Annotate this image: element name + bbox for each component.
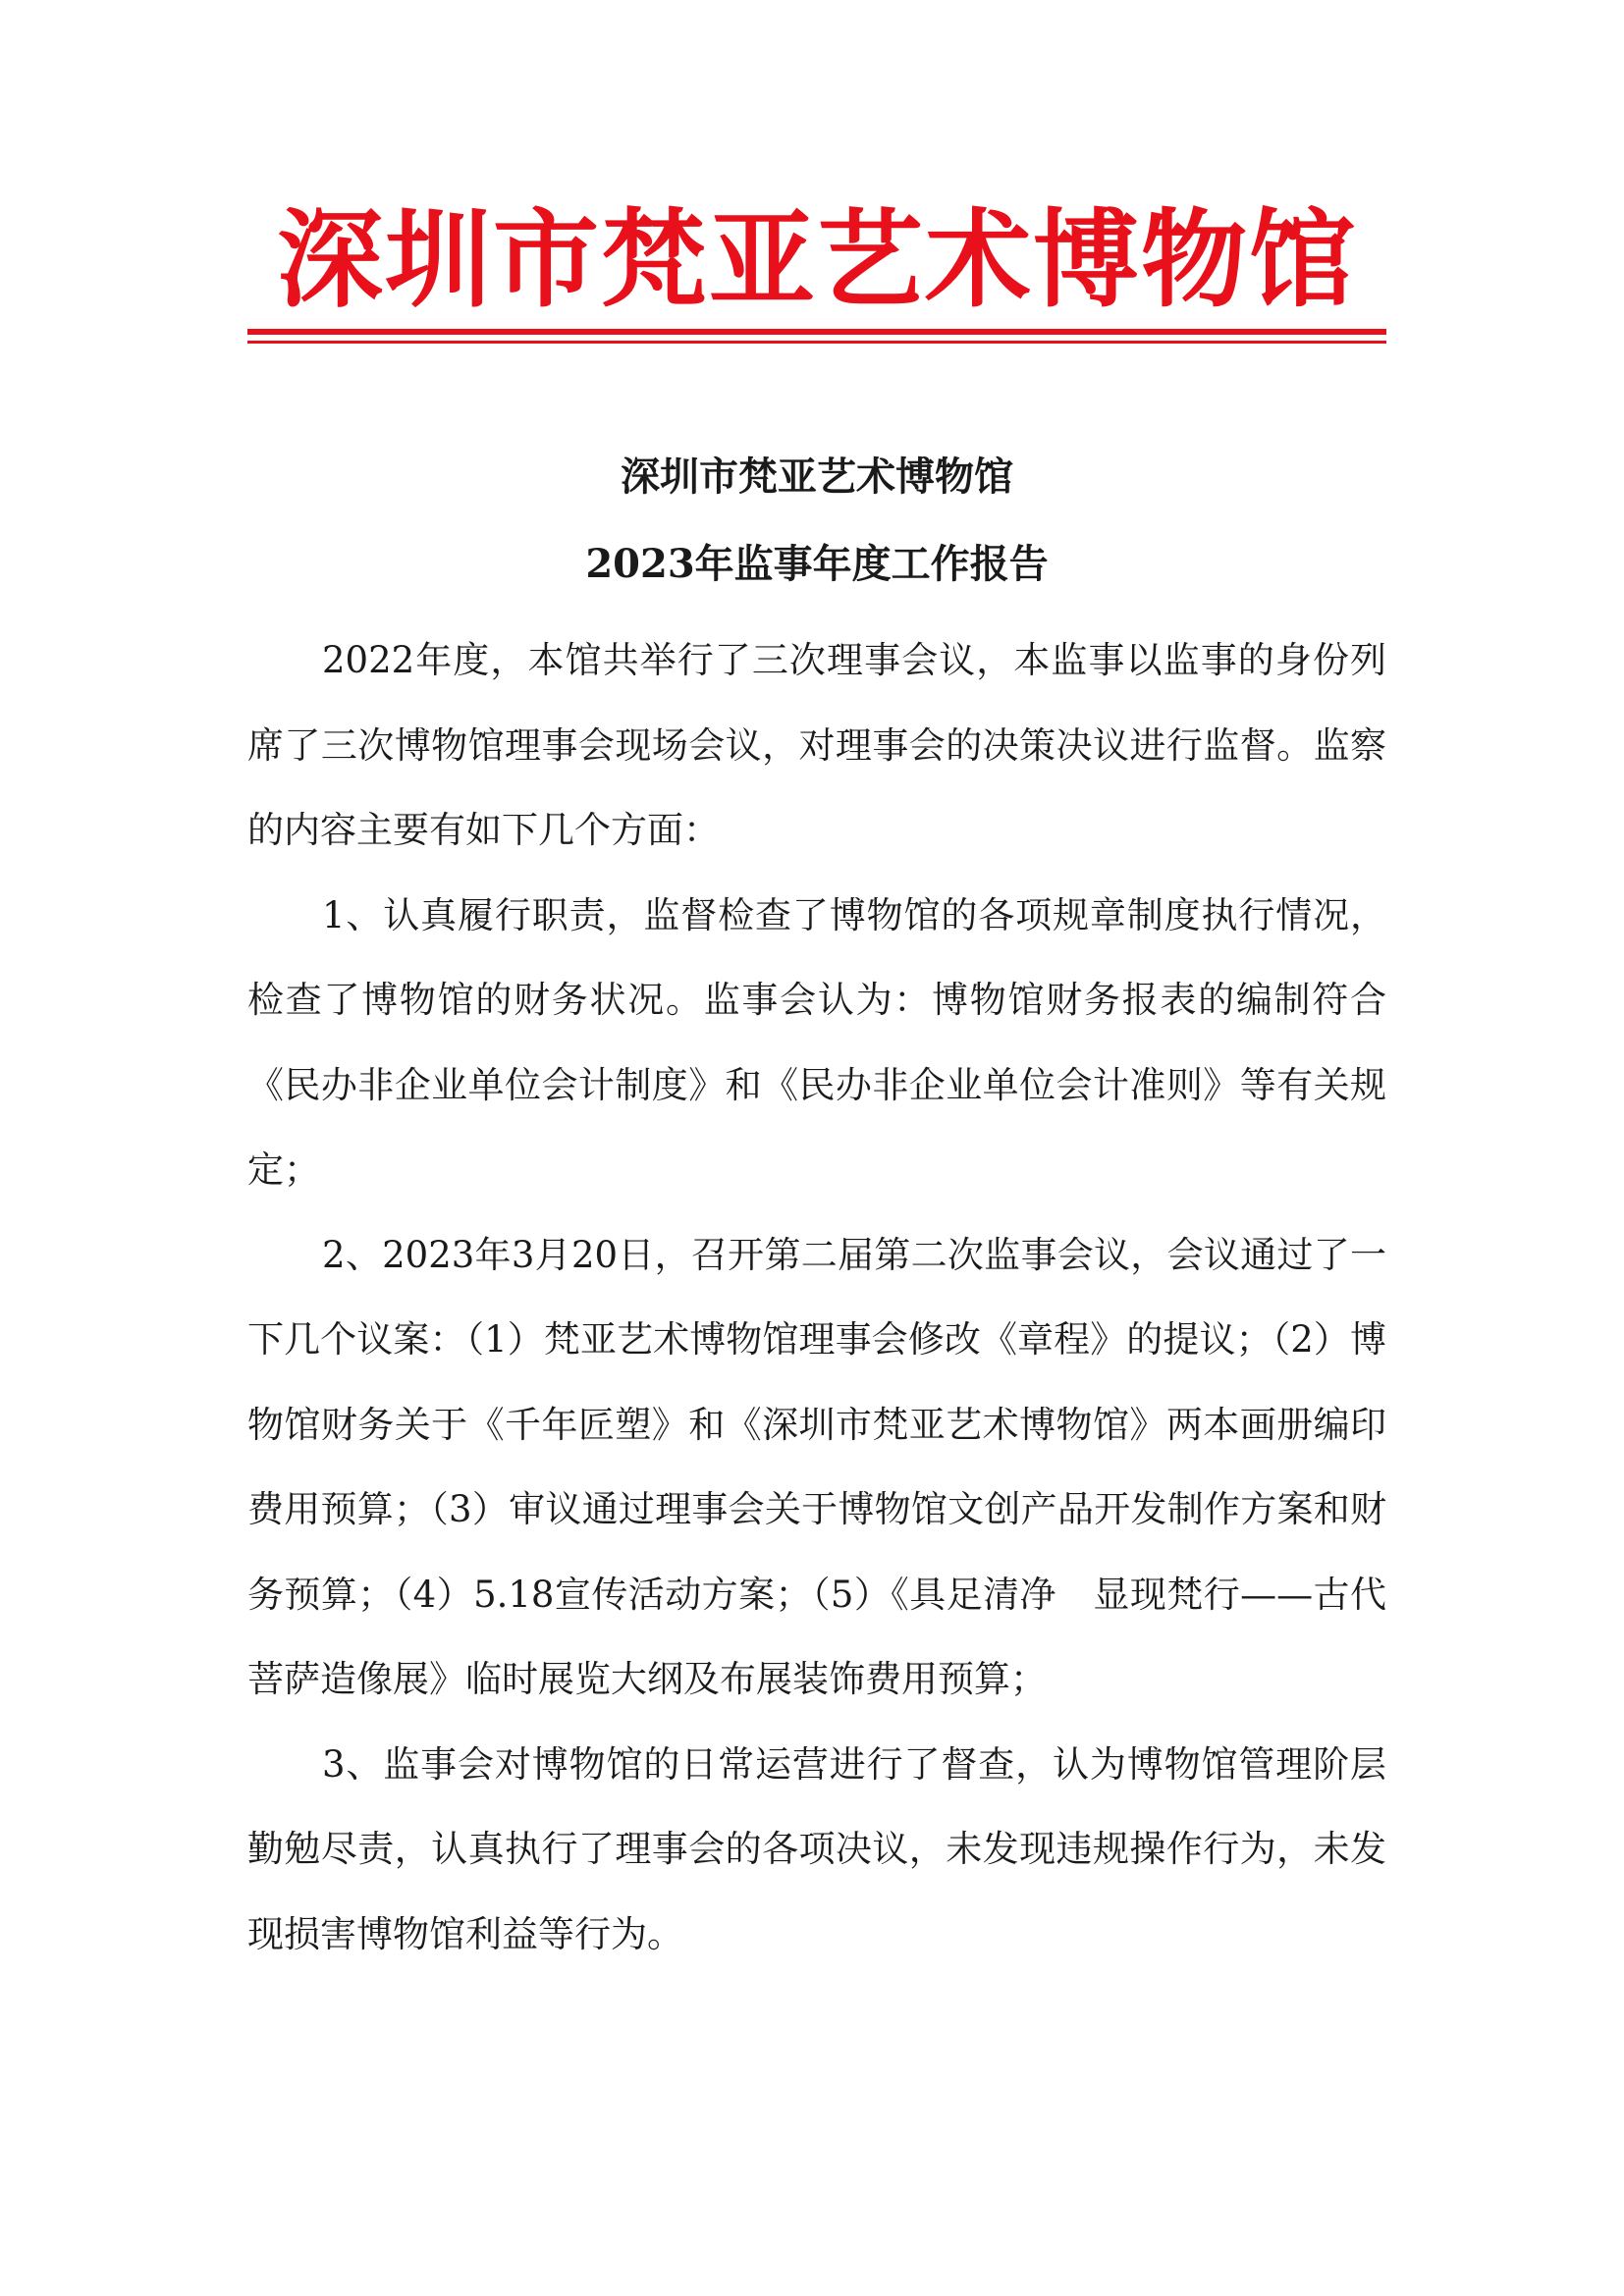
report-body <box>247 618 1386 1977</box>
report-title-org: 深圳市梵亚艺术博物馆 <box>621 454 1013 500</box>
paragraph-item-1: 1、认真履行职责，监督检查了博物馆的各项规章制度执行情况，检查了博物馆的财务状况。监事会认为：博物馆财务报表的编制符合《民办非企业单位会计制度》和《民办非企业单位会计准则》等有关规定； <box>247 893 1386 1191</box>
paragraph-item-2: 2、2023年3月20日，召开第二届第二次监事会议，会议通过了一下几个议案：（1）梵亚艺术博物馆理事会修改《章程》的提议；（2）博物馆财务关于《千年匠塑》和《深圳市梵亚艺术博物馆》两本画册编印费用预算；（3）审议通过理事会关于博物馆文创产品开发制作方案和财务预算；（4）5.18宣传活动方案；（5）《具足清净 显现梵行——古代菩萨造像展》临时展览大纲及布展装饰费用预算； <box>247 1233 1386 1700</box>
letterhead-rule-thin <box>247 341 1386 344</box>
letterhead-title: 深圳市梵亚艺术博物馆 <box>276 198 1357 322</box>
paragraph-item-3: 3、监事会对博物馆的日常运营进行了督查，认为博物馆管理阶层勤勉尽责，认真执行了理事会的各项决议，未发现违规操作行为，未发现损害博物馆利益等行为。 <box>247 1742 1386 1955</box>
report-title-subject: 2023年监事年度工作报告 <box>585 541 1049 587</box>
paragraph-intro: 2022年度，本馆共举行了三次理事会议，本监事以监事的身份列席了三次博物馆理事会现场会议，对理事会的决策决议进行监督。监察的内容主要有如下几个方面： <box>247 639 1386 851</box>
letterhead-rule-thick <box>247 329 1386 335</box>
